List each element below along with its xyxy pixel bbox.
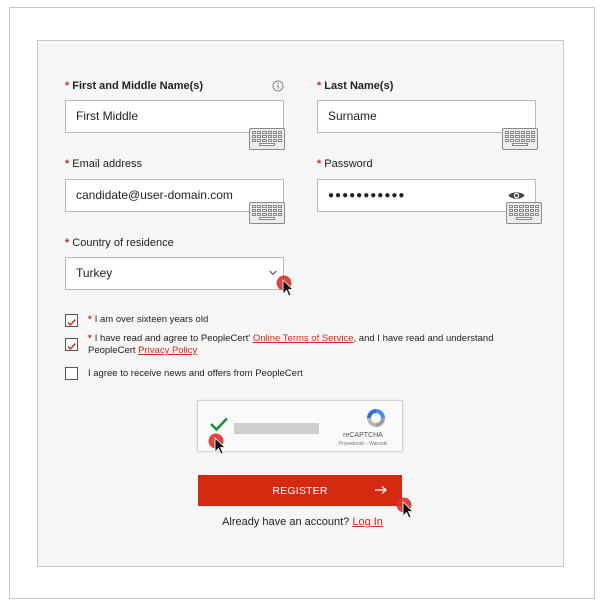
news-checkbox[interactable] <box>65 367 78 380</box>
keyboard-icon[interactable] <box>249 202 285 224</box>
first-name-input[interactable]: First Middle <box>65 100 284 133</box>
recaptcha-footer[interactable]: Prywatność - Warunki <box>338 441 388 447</box>
terms-checkbox-label: * I have read and agree to PeopleCert' Online Terms of Service, and I have read and understand PeopleCert Privacy Policy <box>88 333 494 356</box>
age-checkbox[interactable] <box>65 314 78 327</box>
register-button-label: REGISTER <box>272 485 328 497</box>
country-label: * Country of residence <box>65 237 174 249</box>
arrow-right-icon <box>374 485 388 495</box>
register-button[interactable] <box>198 475 402 506</box>
country-select[interactable] <box>65 257 284 290</box>
checkmark-icon <box>66 317 77 328</box>
checkmark-icon <box>209 416 229 432</box>
recaptcha-logo-icon <box>365 407 387 429</box>
keyboard-icon[interactable] <box>249 128 285 150</box>
info-icon[interactable] <box>272 80 284 92</box>
email-label: * Email address <box>65 158 142 170</box>
privacy-policy-link[interactable]: Privacy Policy <box>138 345 198 356</box>
last-name-input[interactable]: Surname <box>317 100 536 133</box>
login-link[interactable]: Log In <box>352 516 383 528</box>
keyboard-icon[interactable] <box>502 128 538 150</box>
age-checkbox-label: * I am over sixteen years old <box>88 314 209 325</box>
eye-icon[interactable] <box>508 190 525 201</box>
keyboard-icon[interactable] <box>506 202 542 224</box>
first-name-label: * First and Middle Name(s) <box>65 80 204 92</box>
checkmark-icon <box>66 341 77 352</box>
recaptcha-brand: reCAPTCHA <box>343 432 383 439</box>
password-label: * Password <box>317 158 373 170</box>
password-input[interactable]: ●●●●●●●●●●● <box>317 179 536 212</box>
cursor-icon <box>276 275 296 299</box>
email-input[interactable]: candidate@user-domain.com <box>65 179 284 212</box>
cursor-icon <box>208 433 228 457</box>
country-select-value: Turkey <box>76 266 113 280</box>
news-checkbox-label: I agree to receive news and offers from PeopleCert <box>88 368 303 379</box>
terms-checkbox[interactable] <box>65 338 78 351</box>
login-prompt: Already have an account? Log In <box>222 516 383 528</box>
terms-of-service-link[interactable]: Online Terms of Service <box>252 333 354 344</box>
recaptcha-status-bar <box>234 423 319 434</box>
last-name-label: * Last Name(s) <box>317 80 394 92</box>
